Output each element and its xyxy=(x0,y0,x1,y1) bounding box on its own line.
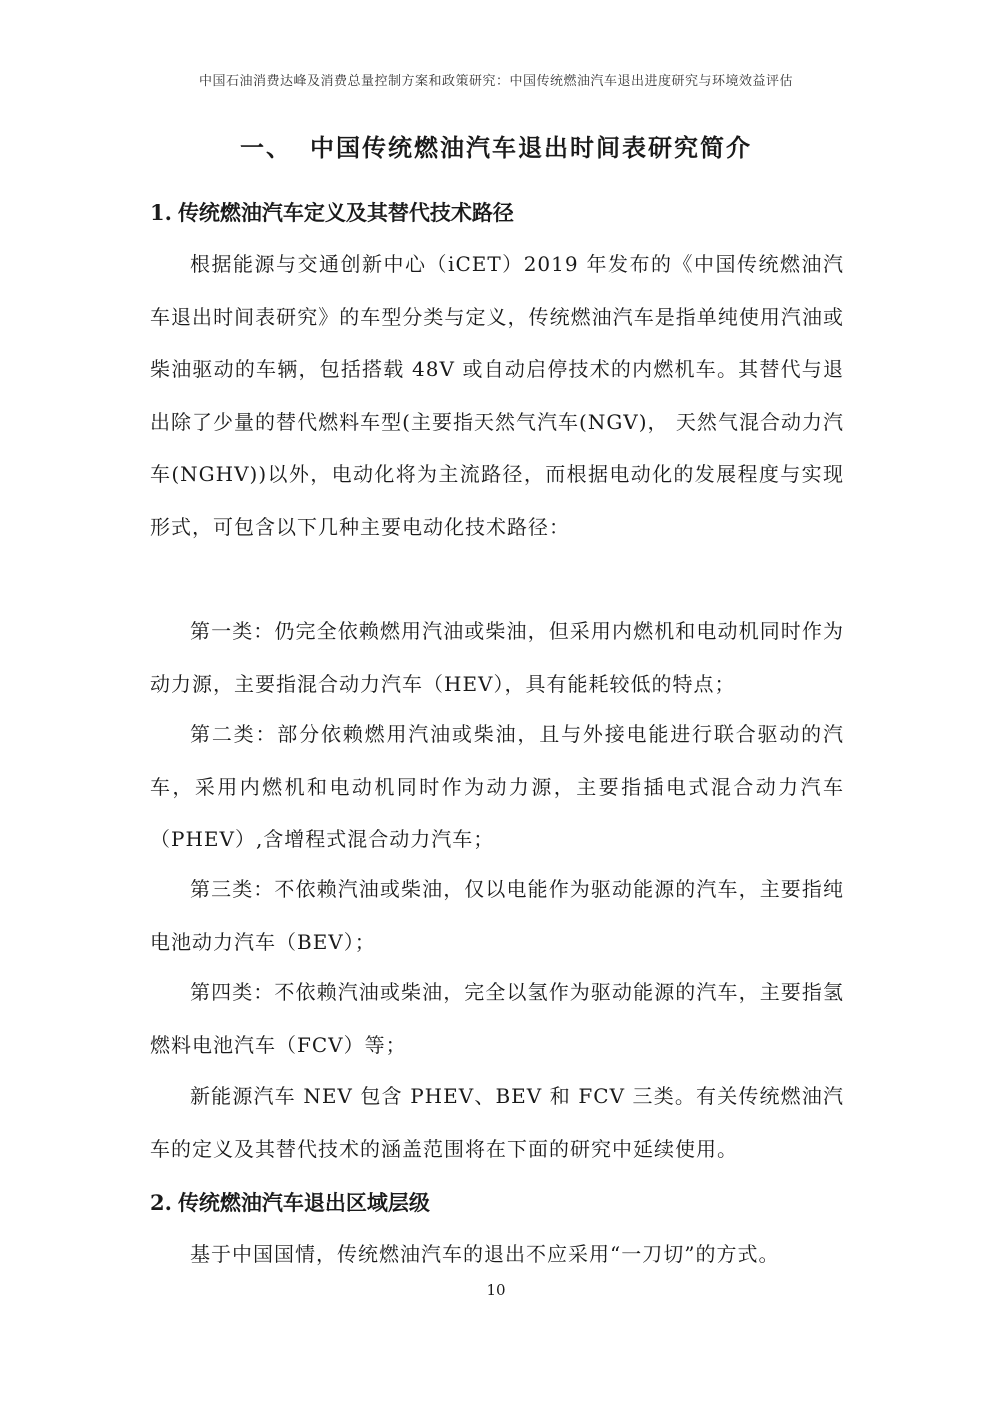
chapter-title xyxy=(150,128,842,163)
section-number: 2. xyxy=(150,1190,172,1215)
chapter-number: 一、 xyxy=(240,133,292,162)
paragraph-category-3: 第三类：不依赖汽油或柴油，仅以电能作为驱动能源的汽车，主要指纯电池动力汽车（BEV）； xyxy=(150,877,844,954)
paragraph-nev: 新能源汽车 NEV 包含 PHEV、BEV 和 FCV 三类。有关传统燃油汽车的定义及其替代技术的涵盖范围将在下面的研究中延续使用。 xyxy=(150,1084,844,1161)
paragraph-category-1: 第一类：仍完全依赖燃用汽油或柴油，但采用内燃机和电动机同时作为动力源，主要指混合动力汽车（HEV），具有能耗较低的特点； xyxy=(150,619,844,696)
section-title: 传统燃油汽车退出区域层级 xyxy=(177,1190,430,1215)
paragraph-category-2: 第二类：部分依赖燃用汽油或柴油，且与外接电能进行联合驱动的汽车，采用内燃机和电动机同时作为动力源，主要指插电式混合动力汽车（PHEV）,含增程式混合动力汽车； xyxy=(150,722,844,851)
page-number: 10 xyxy=(486,1281,506,1299)
section-heading-1 xyxy=(150,197,514,227)
chapter-title-text: 中国传统燃油汽车退出时间表研究简介 xyxy=(310,133,752,162)
running-header: 中国石油消费达峰及消费总量控制方案和政策研究：中国传统燃油汽车退出进度研究与环境效益评估 xyxy=(198,74,793,89)
paragraph-region: 基于中国国情，传统燃油汽车的退出不应采用“一刀切”的方式。 xyxy=(190,1242,780,1266)
section-heading-2 xyxy=(150,1187,430,1217)
paragraph-category-4: 第四类：不依赖汽油或柴油，完全以氢作为驱动能源的汽车，主要指氢燃料电池汽车（FCV）等； xyxy=(150,980,844,1057)
paragraph-definition: 根据能源与交通创新中心（iCET）2019 年发布的《中国传统燃油汽车退出时间表研究》的车型分类与定义，传统燃油汽车是指单纯使用汽油或柴油驱动的车辆，包括搭载 48V 或自动启停技术的内燃机车。其替代与退出除了少量的替代燃料车型(主要指天然气汽车(NGV)， 天然气混合动力汽车(NGHV))以外，电动化将为主流路径，而根据电动化的发展程度与实现形式，可包含以下几种主要电动化技术路径： xyxy=(150,252,844,539)
section-number: 1. xyxy=(150,200,172,225)
section-title: 传统燃油汽车定义及其替代技术路径 xyxy=(177,200,514,225)
